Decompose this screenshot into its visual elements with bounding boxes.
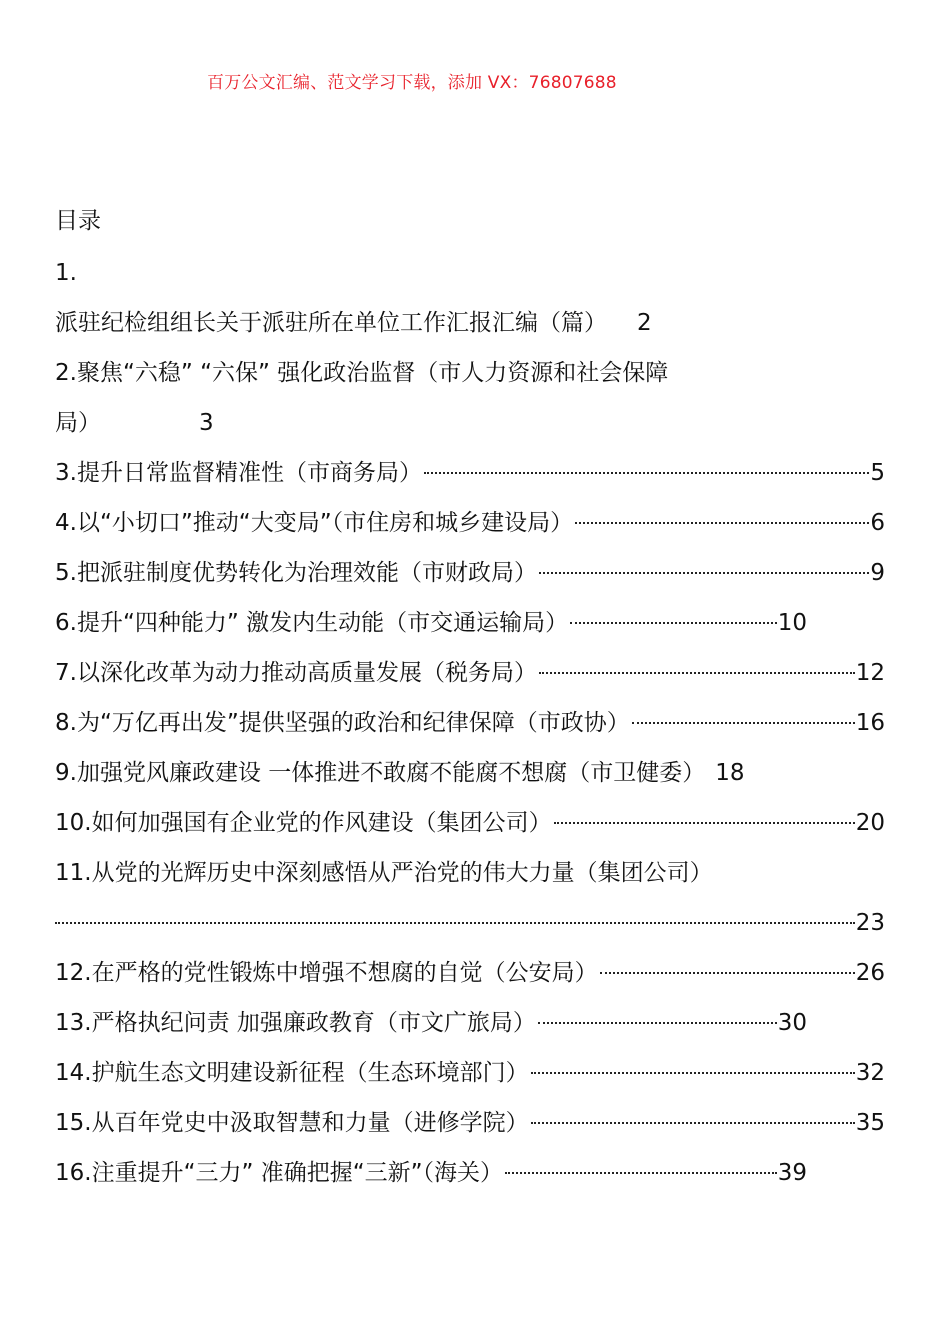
dot-leader bbox=[632, 722, 855, 724]
dot-leader bbox=[531, 1072, 855, 1074]
toc-entry-page: 23 bbox=[855, 910, 885, 936]
toc-entry-text: 16.注重提升“三力” 准确把握“三新”（海关） bbox=[55, 1160, 504, 1186]
toc-entry-text: 15.从百年党史中汲取智慧和力量（进修学院） bbox=[55, 1110, 529, 1136]
toc-entry-number: 1. bbox=[55, 260, 77, 286]
toc-entry-11[interactable] bbox=[55, 848, 885, 898]
toc-entry-2[interactable] bbox=[55, 348, 885, 398]
toc-entry-9[interactable] bbox=[55, 748, 885, 798]
dot-leader bbox=[424, 472, 869, 474]
toc-entry-text: 12.在严格的党性锻炼中增强不想腐的自觉（公安局） bbox=[55, 960, 598, 986]
toc-entry-13[interactable] bbox=[55, 998, 807, 1048]
toc-entry-page: 5 bbox=[870, 460, 885, 486]
toc-entry-text: 局） bbox=[55, 410, 101, 436]
toc-entry-page: 16 bbox=[855, 710, 885, 736]
toc-entry-text: 13.严格执纪问责 加强廉政教育（市文广旅局） bbox=[55, 1010, 536, 1036]
header-watermark-note: 百万公文汇编、范文学习下载，添加 VX：76807688 bbox=[207, 73, 617, 93]
toc-entry-text: 7.以深化改革为动力推动高质量发展（税务局） bbox=[55, 660, 537, 686]
toc-entry-1[interactable] bbox=[55, 298, 885, 348]
toc-entry-page: 18 bbox=[715, 760, 745, 786]
toc-entry-6[interactable] bbox=[55, 598, 807, 648]
toc-entry-page: 12 bbox=[855, 660, 885, 686]
toc-entry-11-leader[interactable] bbox=[55, 898, 885, 948]
toc-entry-page: 2 bbox=[637, 310, 652, 336]
toc-entry-text: 9.加强党风廉政建设 一体推进不敢腐不能腐不想腐（市卫健委） bbox=[55, 760, 706, 786]
toc-entry-7[interactable] bbox=[55, 648, 885, 698]
toc-entry-12[interactable] bbox=[55, 948, 885, 998]
toc-entry-page: 9 bbox=[870, 560, 885, 586]
toc-entry-text: 派驻纪检组组长关于派驻所在单位工作汇报汇编（篇） bbox=[55, 310, 607, 336]
toc-entry-page: 39 bbox=[777, 1160, 807, 1186]
toc-entry-text: 3.提升日常监督精准性（市商务局） bbox=[55, 460, 422, 486]
toc-entry-page: 32 bbox=[855, 1060, 885, 1086]
toc-entry-14[interactable] bbox=[55, 1048, 885, 1098]
table-of-contents bbox=[55, 198, 885, 1198]
toc-entry-page: 6 bbox=[870, 510, 885, 536]
toc-entry-page: 20 bbox=[855, 810, 885, 836]
dot-leader bbox=[575, 522, 869, 524]
toc-entry-page: 35 bbox=[855, 1110, 885, 1136]
toc-entry-4[interactable] bbox=[55, 498, 885, 548]
dot-leader bbox=[539, 572, 869, 574]
dot-leader bbox=[539, 672, 855, 674]
dot-leader bbox=[570, 622, 777, 624]
toc-entry-text: 5.把派驻制度优势转化为治理效能（市财政局） bbox=[55, 560, 537, 586]
toc-entry-text: 11.从党的光辉历史中深刻感悟从严治党的伟大力量（集团公司） bbox=[55, 860, 713, 886]
toc-entry-text: 4.以“小切口”推动“大变局”（市住房和城乡建设局） bbox=[55, 510, 574, 536]
toc-entry-text: 14.护航生态文明建设新征程（生态环境部门） bbox=[55, 1060, 529, 1086]
dot-leader bbox=[600, 972, 855, 974]
toc-entry-text: 2.聚焦“六稳” “六保” 强化政治监督（市人力资源和社会保障 bbox=[55, 360, 669, 386]
toc-entry-page: 3 bbox=[199, 410, 214, 436]
toc-entry-page: 26 bbox=[855, 960, 885, 986]
dot-leader bbox=[55, 922, 855, 924]
dot-leader bbox=[554, 822, 855, 824]
dot-leader bbox=[531, 1122, 855, 1124]
dot-leader bbox=[538, 1022, 777, 1024]
dot-leader bbox=[505, 1172, 777, 1174]
toc-entry-10[interactable] bbox=[55, 798, 885, 848]
toc-entry-2-continued[interactable] bbox=[55, 398, 885, 448]
toc-entry-5[interactable] bbox=[55, 548, 885, 598]
toc-entry-text: 10.如何加强国有企业党的作风建设（集团公司） bbox=[55, 810, 552, 836]
toc-entry-15[interactable] bbox=[55, 1098, 885, 1148]
toc-entry-3[interactable] bbox=[55, 448, 885, 498]
toc-entry-page: 10 bbox=[777, 610, 807, 636]
toc-entry-text: 6.提升“四种能力” 激发内生动能（市交通运输局） bbox=[55, 610, 569, 636]
toc-entry-text: 8.为“万亿再出发”提供坚强的政治和纪律保障（市政协） bbox=[55, 710, 630, 736]
toc-entry-16[interactable] bbox=[55, 1148, 807, 1198]
toc-title: 目录 bbox=[55, 208, 101, 234]
toc-entry-1-number[interactable] bbox=[55, 248, 885, 298]
toc-entry-page: 30 bbox=[777, 1010, 807, 1036]
toc-entry-8[interactable] bbox=[55, 698, 885, 748]
